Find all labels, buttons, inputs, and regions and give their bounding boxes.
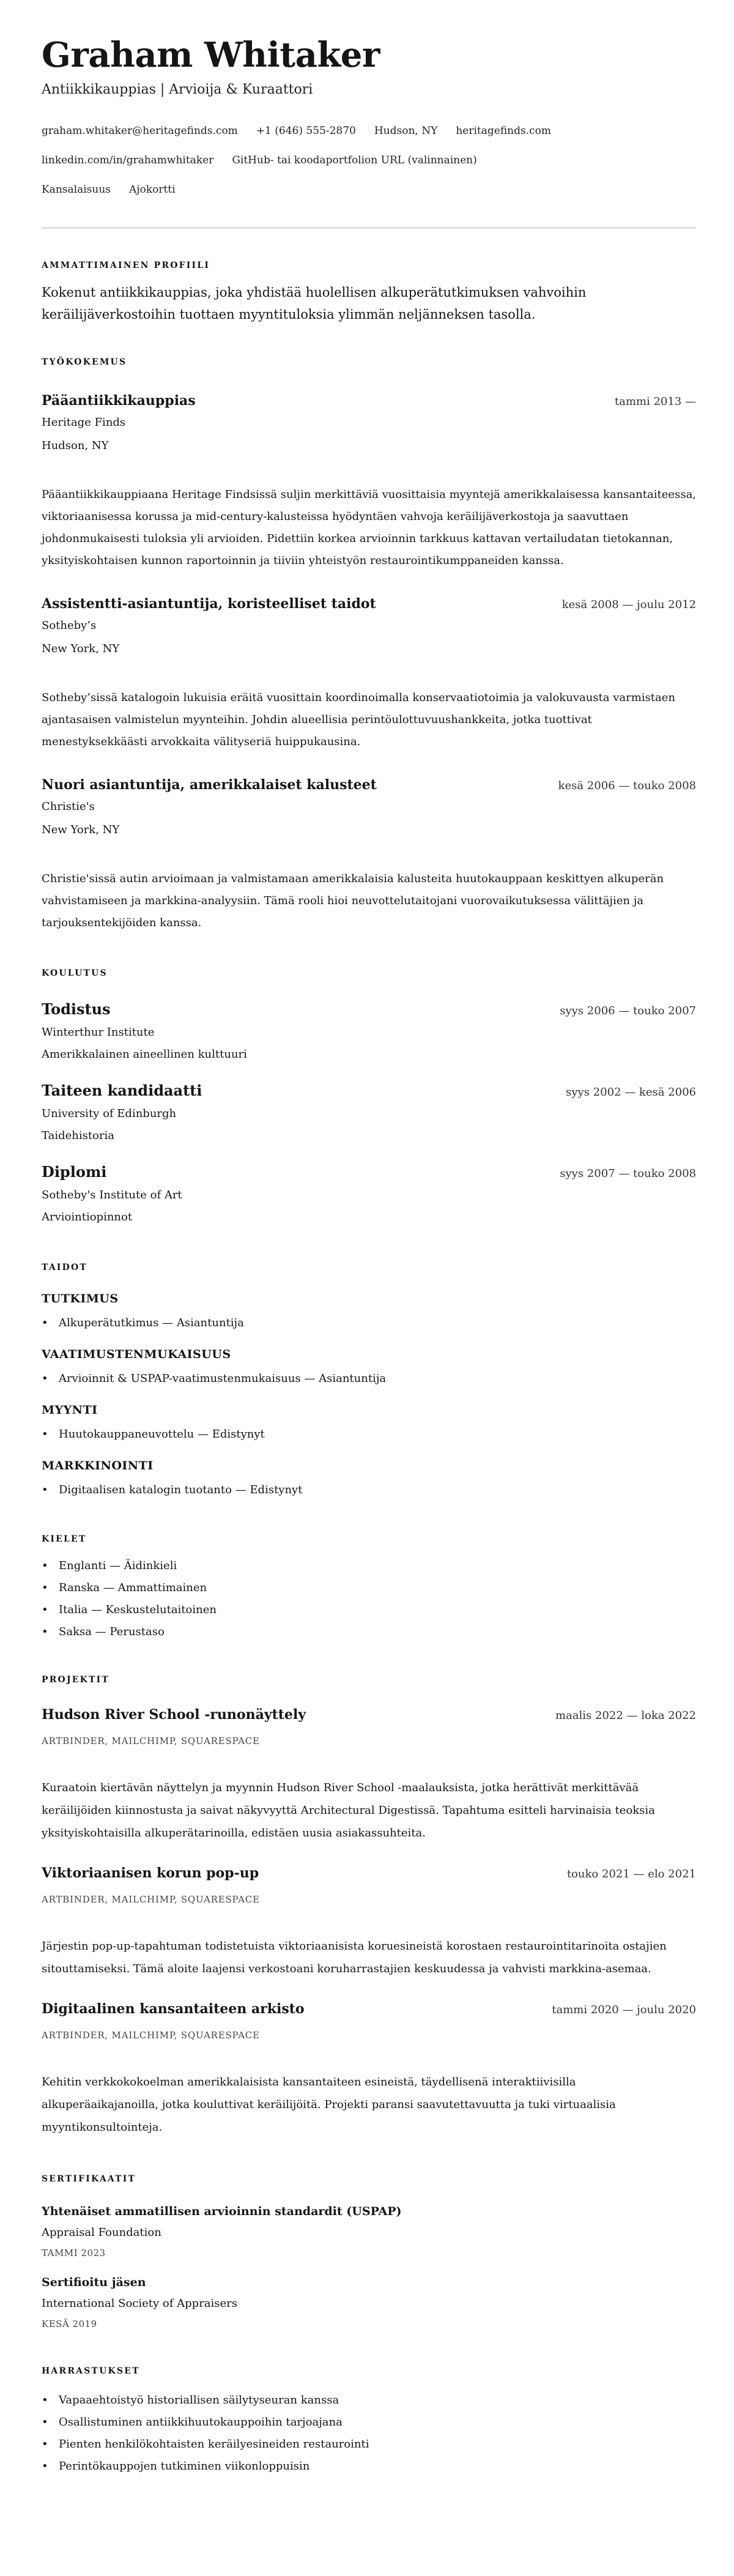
contact-row xyxy=(42,116,696,146)
language-item: • Englanti — Äidinkieli xyxy=(42,1555,696,1577)
website-link[interactable]: heritagefinds.com xyxy=(456,125,551,137)
linkedin-link[interactable]: linkedin.com/in/grahamwhitaker xyxy=(42,154,214,166)
job-location: Hudson, NY xyxy=(42,439,109,452)
skill-category: TUTKIMUS xyxy=(42,1292,119,1305)
projects-section xyxy=(42,1672,696,2139)
section-heading: TYÖKOKEMUS xyxy=(42,357,127,367)
project-title: Viktoriaanisen korun pop-up xyxy=(42,1865,259,1881)
certification-entry xyxy=(42,2272,696,2333)
skills-section xyxy=(42,1260,696,1501)
company: Heritage Finds xyxy=(42,416,126,429)
job-title: Assistentti-asiantuntija, koristeelliset taidot xyxy=(42,596,376,612)
certification-title: Sertifioitu jäsen xyxy=(42,2276,146,2289)
language-item: • Italia — Keskustelutaitoinen xyxy=(42,1599,696,1621)
resume xyxy=(42,0,696,2478)
section-heading: PROJEKTIT xyxy=(42,1675,110,1685)
skill-list xyxy=(42,1479,696,1501)
education-section xyxy=(42,966,696,1228)
project-entry xyxy=(42,1704,696,1844)
education-dates: syys 2006 — touko 2007 xyxy=(560,1004,696,1017)
profile-section xyxy=(42,258,696,325)
skill-item: • Alkuperätutkimus — Asiantuntija xyxy=(42,1312,696,1334)
education-dates: syys 2002 — kesä 2006 xyxy=(566,1086,696,1099)
divider xyxy=(42,227,696,229)
skill-item: • Arvioinnit & USPAP-vaatimustenmukaisuus — Asiantuntija xyxy=(42,1368,696,1390)
certification-issuer: Appraisal Foundation xyxy=(42,2226,161,2239)
job-description: Sotheby’sissä katalogoin lukuisia eräitä vuosittain koordinoimalla konservaatiotoimia ja valokuvausta varmistaen ajantasaisen valmistelun myynteihin. Johdin alueellisia perintöulottuvuushankkeita, jotka tuottivat menestyksekkäästi arvokkaita välityseriä huippukausina. xyxy=(42,691,675,748)
language-list xyxy=(42,1555,696,1643)
project-description: Kuraatoin kiertävän näyttelyn ja myynnin Hudson River School -maalauksista, jotka herättivät merkittävää keräilijöiden kiinnostusta ja saivat näkyvyyttä Architectural Digestissä. Tapahtuma esitteli harvinaisia teoksia yksityiskohtaisilla alkuperätarinoilla, edistäen uusia asiakassuhteita. xyxy=(42,1781,655,1839)
project-tools: ARTBINDER, MAILCHIMP, SQUARESPACE xyxy=(42,1735,260,1746)
hobby-list xyxy=(42,2389,696,2478)
education-entry xyxy=(42,1162,696,1228)
job-entry xyxy=(42,390,696,572)
section-heading: AMMATTIMAINEN PROFIILI xyxy=(42,261,210,270)
education-entry xyxy=(42,999,696,1066)
project-description: Järjestin pop-up-tapahtuman todistetuista viktoriaanisista koruesineistä korostaen restaurointitarinoita ostajien sitouttamiseksi. Tämä aloite laajensi verkostoani koruharrastajien keskuudessa ja vahvisti markkina-asemaa. xyxy=(42,1940,667,1975)
certification-issuer: International Society of Appraisers xyxy=(42,2297,238,2310)
languages-section xyxy=(42,1532,696,1643)
field-of-study: Amerikkalainen aineellinen kulttuuri xyxy=(42,1048,247,1061)
hobby-item: • Osallistuminen antiikkihuutokauppoihin tarjoajana xyxy=(42,2411,696,2433)
project-entry xyxy=(42,1999,696,2139)
skill-list xyxy=(42,1368,696,1390)
certification-entry xyxy=(42,2201,696,2262)
project-dates: touko 2021 — elo 2021 xyxy=(566,1868,696,1880)
job-location: New York, NY xyxy=(42,642,120,655)
headline: Antiikkikauppias | Arvioija & Kuraattori xyxy=(42,82,313,97)
section-heading: HARRASTUKSET xyxy=(42,2366,140,2376)
education-entry xyxy=(42,1080,696,1147)
job-location: New York, NY xyxy=(42,823,120,836)
project-title: Digitaalinen kansantaiteen arkisto xyxy=(42,2001,305,2017)
job-dates: kesä 2008 — joulu 2012 xyxy=(562,598,696,611)
contact-info xyxy=(42,116,696,204)
certifications-section xyxy=(42,2172,696,2333)
project-title: Hudson River School -runonäyttely xyxy=(42,1707,306,1723)
profile-summary: Kokenut antiikkikauppias, joka yhdistää huolellisen alkuperätutkimuksen vahvoihin keräilijäverkostoihin tuottaen myyntituloksia ylimmän neljänneksen tasolla. xyxy=(42,285,587,322)
github-link[interactable]: GitHub- tai koodaportfolion URL (valinnainen) xyxy=(232,154,477,166)
degree: Taiteen kandidaatti xyxy=(42,1082,202,1099)
skill-category: MYYNTI xyxy=(42,1403,98,1417)
job-title: Nuori asiantuntija, amerikkalaiset kalusteet xyxy=(42,777,377,793)
experience-section xyxy=(42,355,696,934)
school: Sotheby's Institute of Art xyxy=(42,1189,182,1201)
company: Christie's xyxy=(42,800,95,813)
degree: Todistus xyxy=(42,1000,111,1018)
candidate-name: Graham Whitaker xyxy=(42,35,380,75)
hobby-item: • Pienten henkilökohtaisten keräilyesineiden restaurointi xyxy=(42,2433,696,2455)
skill-list xyxy=(42,1423,696,1446)
skill-category: MARKKINOINTI xyxy=(42,1459,154,1472)
job-description: Pääantiikkikauppiaana Heritage Findsissä suljin merkittäviä vuosittaisia myyntejä amerikkalaisessa kansantaiteessa, viktoriaanisessa korussa ja mid-century-kalusteissa hyödyntäen vahvoja keräilijäverkostoja ja saavuttaen johdonmukaisesti tuloksia yli arvioiden. Pidettiin korkea arvioinnin tarkkuus kattavan vertailudatan tietokannan, yksityiskohtaisen kunnon raportoinnin ja tiiviin yhteistyön restaurointikumppaneiden kanssa. xyxy=(42,488,696,567)
certification-date: TAMMI 2023 xyxy=(42,2248,106,2259)
project-tools: ARTBINDER, MAILCHIMP, SQUARESPACE xyxy=(42,2030,260,2041)
contact-row xyxy=(42,146,696,175)
certification-title: Yhtenäiset ammatillisen arvioinnin standardit (USPAP) xyxy=(42,2205,402,2218)
section-heading: KOULUTUS xyxy=(42,968,108,978)
project-description: Kehitin verkkokokoelman amerikkalaisista kansantaiteen esineistä, täydellisenä interaktiivisilla alkuperäaikajanoilla, jotka kouluttivat keräilijöitä. Projekti paransi saavutettavuutta ja tuki virtuaalisia myyntikonsultointeja. xyxy=(42,2076,616,2134)
field-of-study: Taidehistoria xyxy=(42,1129,115,1142)
school: University of Edinburgh xyxy=(42,1107,177,1120)
skill-list xyxy=(42,1312,696,1334)
language-item: • Saksa — Perustaso xyxy=(42,1621,696,1643)
project-dates: maalis 2022 — loka 2022 xyxy=(555,1709,696,1722)
section-heading: TAIDOT xyxy=(42,1263,88,1272)
email-link[interactable]: graham.whitaker@heritagefinds.com xyxy=(42,125,238,137)
job-dates: tammi 2013 — xyxy=(614,395,696,408)
citizenship: Kansalaisuus xyxy=(42,184,111,196)
job-title: Pääantiikkikauppias xyxy=(42,393,196,409)
resume-header xyxy=(42,35,696,204)
field-of-study: Arviointiopinnot xyxy=(42,1211,133,1223)
section-heading: KIELET xyxy=(42,1534,87,1544)
company: Sotheby’s xyxy=(42,619,97,632)
skill-category: VAATIMUSTENMUKAISUUS xyxy=(42,1348,231,1361)
skill-item: • Huutokauppaneuvottelu — Edistynyt xyxy=(42,1423,696,1446)
project-tools: ARTBINDER, MAILCHIMP, SQUARESPACE xyxy=(42,1894,260,1905)
certification-date: KESÄ 2019 xyxy=(42,2318,97,2329)
school: Winterthur Institute xyxy=(42,1026,155,1039)
language-item: • Ranska — Ammattimainen xyxy=(42,1577,696,1599)
project-entry xyxy=(42,1863,696,1980)
skill-item: • Digitaalisen katalogin tuotanto — Edistynyt xyxy=(42,1479,696,1501)
hobby-item: • Perintökauppojen tutkiminen viikonloppuisin xyxy=(42,2455,696,2478)
section-heading: SERTIFIKAATIT xyxy=(42,2174,136,2184)
education-dates: syys 2007 — touko 2008 xyxy=(560,1167,696,1180)
job-dates: kesä 2006 — touko 2008 xyxy=(558,779,696,792)
project-dates: tammi 2020 — joulu 2020 xyxy=(552,2003,696,2016)
degree: Diplomi xyxy=(42,1163,107,1181)
job-description: Christie'sissä autin arvioimaan ja valmistamaan amerikkalaisia kalusteita huutokauppaan keskittyen alkuperän vahvistamiseen ja markkina-analyysiin. Tämä rooli hioi neuvottelutaitojani vuorovaikutuksessa välittäjien ja tarjouksentekijöiden kanssa. xyxy=(42,872,664,929)
contact-row xyxy=(42,175,696,204)
location: Hudson, NY xyxy=(374,125,438,137)
drivers-license: Ajokortti xyxy=(129,184,176,196)
hobbies-section xyxy=(42,2364,696,2478)
job-entry xyxy=(42,593,696,753)
hobby-item: • Vapaaehtoistyö historiallisen säilytyseuran kanssa xyxy=(42,2389,696,2411)
job-entry xyxy=(42,774,696,934)
phone-number[interactable]: +1 (646) 555-2870 xyxy=(256,125,356,137)
